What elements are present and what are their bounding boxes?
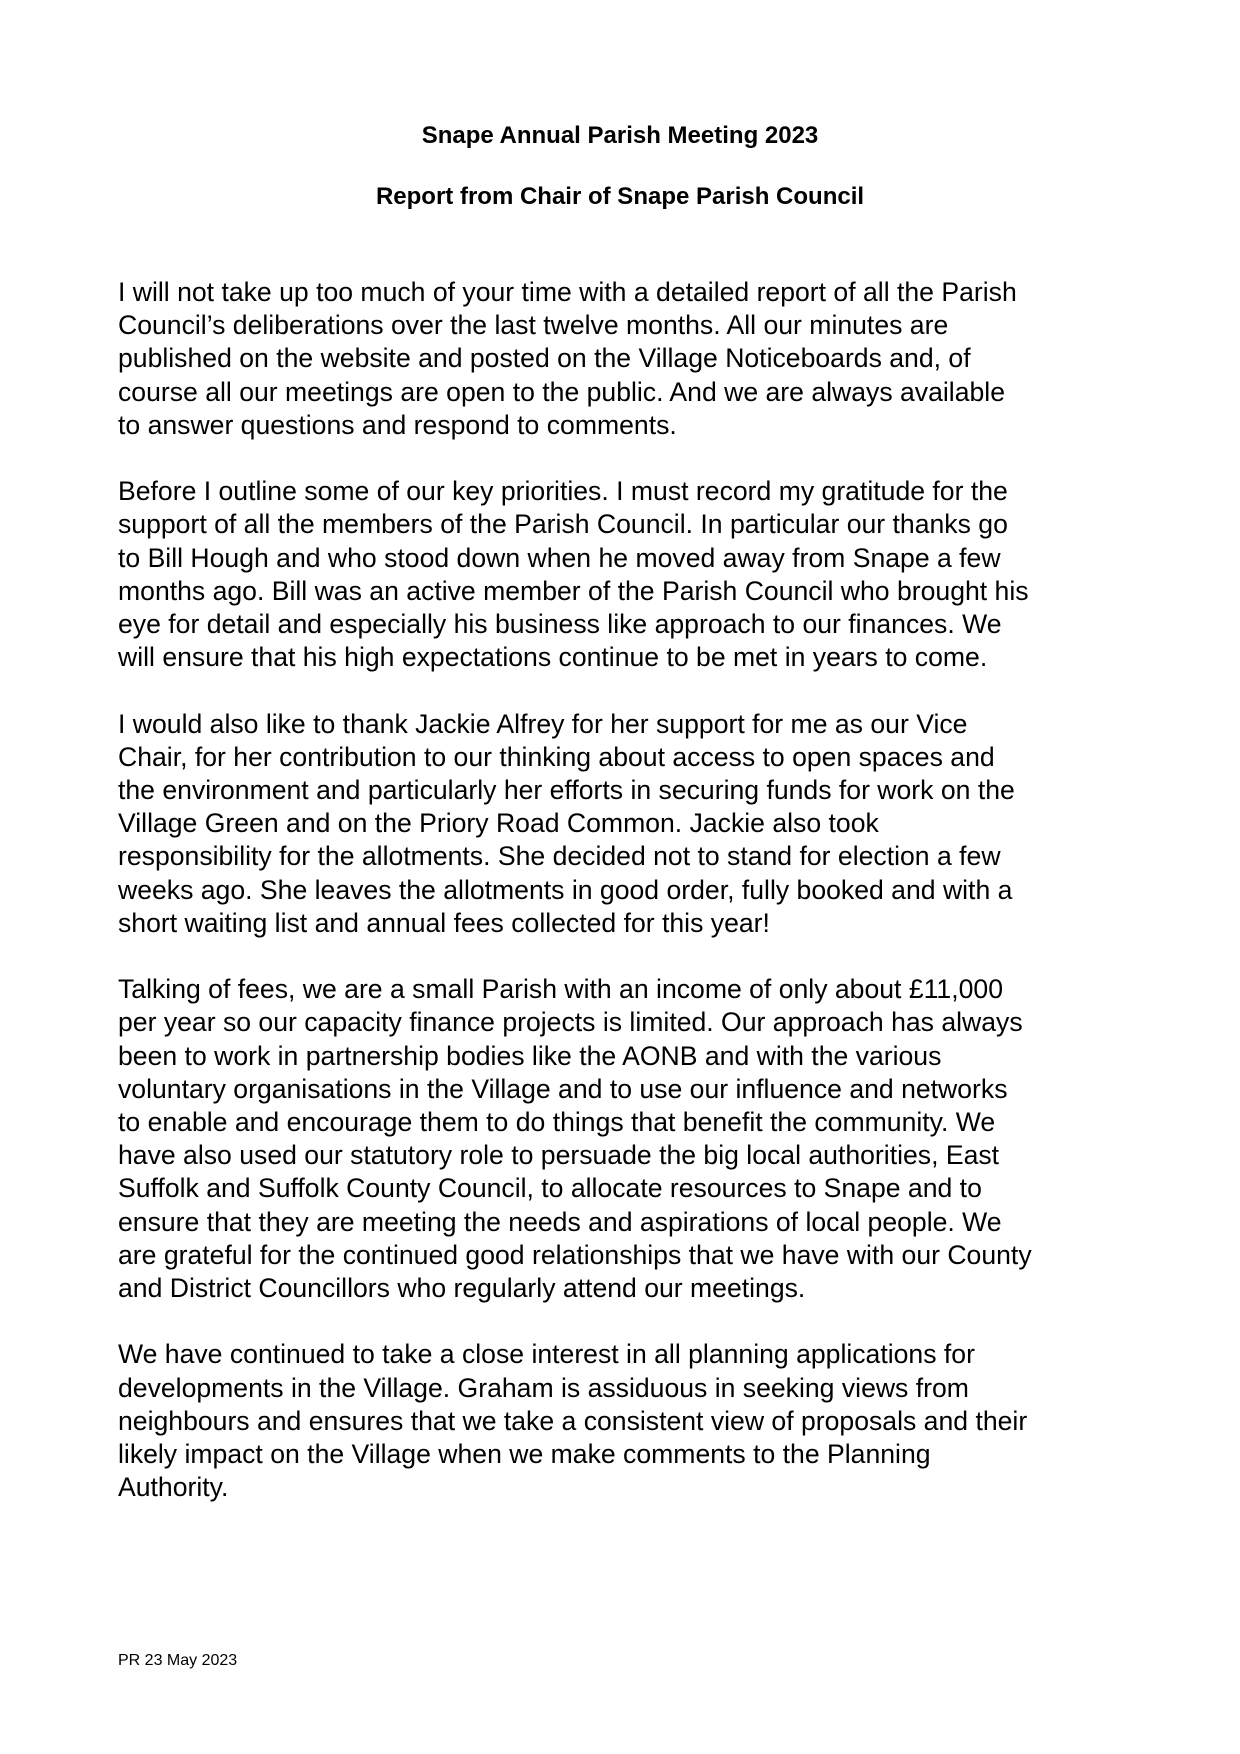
- paragraph-line: short waiting list and annual fees collected for this year!: [118, 907, 770, 938]
- paragraph-line: Authority.: [118, 1472, 229, 1503]
- paragraph-line: Talking of fees, we are a small Parish with an income of only about £11,000: [118, 974, 1003, 1005]
- paragraph-line: neighbours and ensures that we take a consistent view of proposals and their: [118, 1405, 1028, 1436]
- paragraph-line: to Bill Hough and who stood down when he moved away from Snape a few: [118, 542, 1001, 573]
- paragraph-intro: [118, 276, 1138, 442]
- paragraph-line: the environment and particularly her efforts in securing funds for work on the: [118, 775, 1015, 806]
- paragraph-line: developments in the Village. Graham is assiduous in seeking views from: [118, 1372, 969, 1403]
- paragraph-line: have also used our statutory role to persuade the big local authorities, East: [118, 1140, 1000, 1171]
- document-footer: PR 23 May 2023: [118, 1652, 238, 1669]
- paragraph-planning: [118, 1338, 1138, 1504]
- paragraph-line: to enable and encourage them to do things that benefit the community. We: [118, 1107, 996, 1138]
- paragraph-line: to answer questions and respond to comments.: [118, 409, 677, 440]
- paragraph-line: and District Councillors who regularly attend our meetings.: [118, 1273, 806, 1304]
- paragraph-vice-chair: [118, 708, 1138, 940]
- paragraph-gratitude: [118, 475, 1138, 674]
- paragraph-line: Council’s deliberations over the last twelve months. All our minutes are: [118, 310, 949, 341]
- paragraph-line: support of all the members of the Parish Council. In particular our thanks go: [118, 509, 1008, 540]
- paragraph-finances: [118, 973, 1138, 1305]
- paragraph-line: I would also like to thank Jackie Alfrey for her support for me as our Vice: [118, 708, 968, 739]
- paragraph-line: published on the website and posted on the Village Noticeboards and, of: [118, 343, 971, 374]
- paragraph-line: per year so our capacity finance projects is limited. Our approach has always: [118, 1007, 1023, 1038]
- paragraph-line: likely impact on the Village when we make comments to the Planning: [118, 1439, 931, 1470]
- paragraph-line: ensure that they are meeting the needs and aspirations of local people. We: [118, 1206, 1002, 1237]
- paragraph-line: voluntary organisations in the Village and to use our influence and networks: [118, 1073, 1008, 1104]
- paragraph-line: are grateful for the continued good relationships that we have with our County: [118, 1239, 1032, 1270]
- paragraph-line: responsibility for the allotments. She decided not to stand for election a few: [118, 841, 1001, 872]
- paragraph-line: months ago. Bill was an active member of the Parish Council who brought his: [118, 575, 1029, 606]
- document-subtitle: Report from Chair of Snape Parish Council: [375, 183, 865, 210]
- paragraph-line: I will not take up too much of your time with a detailed report of all the Parish: [118, 277, 1017, 307]
- paragraph-line: Before I outline some of our key priorities. I must record my gratitude for the: [118, 476, 1008, 507]
- paragraph-line: Village Green and on the Priory Road Common. Jackie also took: [118, 808, 879, 839]
- document-title: Snape Annual Parish Meeting 2023: [421, 122, 819, 149]
- paragraph-line: been to work in partnership bodies like the AONB and with the various: [118, 1040, 942, 1071]
- paragraph-line: weeks ago. She leaves the allotments in good order, fully booked and with a: [118, 874, 1013, 905]
- paragraph-line: We have continued to take a close interest in all planning applications for: [118, 1339, 975, 1370]
- paragraph-line: course all our meetings are open to the public. And we are always available: [118, 376, 1005, 407]
- paragraph-line: Chair, for her contribution to our thinking about access to open spaces and: [118, 741, 995, 772]
- paragraph-line: eye for detail and especially his business like approach to our finances. We: [118, 609, 1002, 640]
- paragraph-line: will ensure that his high expectations continue to be met in years to come.: [118, 642, 988, 673]
- document-body: [118, 276, 1138, 1538]
- paragraph-line: Suffolk and Suffolk County Council, to allocate resources to Snape and to: [118, 1173, 982, 1204]
